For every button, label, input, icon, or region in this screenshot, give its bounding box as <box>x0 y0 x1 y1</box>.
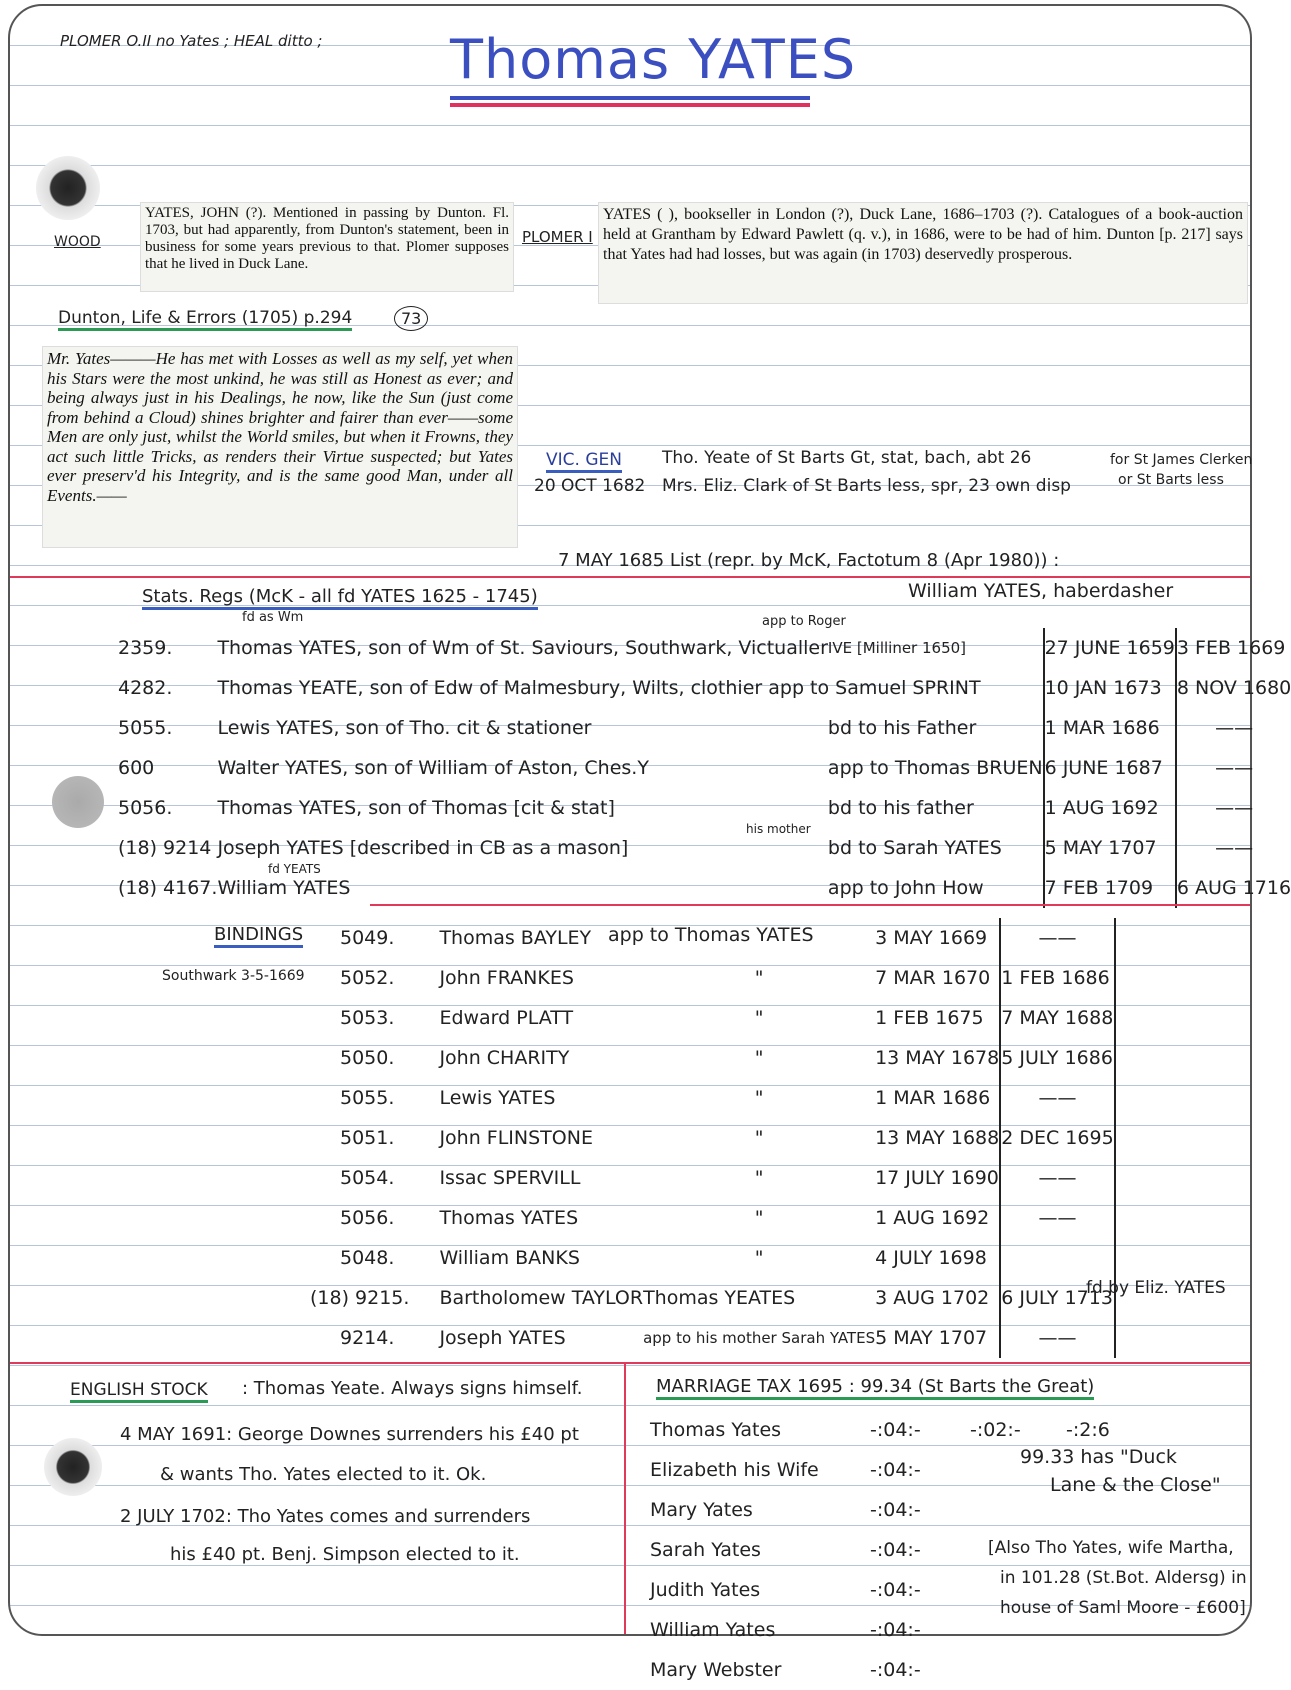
vic-gen-date: 20 OCT 1682 <box>534 476 646 496</box>
table-row: 4282. Thomas YEATE, son of Edw of Malmesbury, Wilts, clothier app to Samuel SPRINT 10 JAN 1673 8 NOV 1680 <box>118 668 1291 708</box>
vic-gen-label: VIC. GEN <box>546 450 622 473</box>
marriage-tax-note-4: in 101.28 (St.Bot. Aldersg) in <box>1000 1568 1247 1588</box>
table-row: Elizabeth his Wife -:04:- <box>650 1459 921 1481</box>
dunton-number: 73 <box>394 306 428 331</box>
marriage-tax-note-2: Lane & the Close" <box>1050 1474 1221 1496</box>
table-row: 2359. Thomas YATES, son of Wm of St. Saviours, Southwark, Victualler IVE [Milliner 1650] 27 JUNE 1659 3 FEB 1669 <box>118 628 1291 668</box>
bindings-master: app to Thomas YATES <box>608 924 814 946</box>
stats-note-his-mother: his mother <box>746 822 811 836</box>
vic-gen-line-1: Tho. Yeate of St Barts Gt, stat, bach, abt 26 <box>662 448 1032 468</box>
title-underline-red <box>450 103 810 107</box>
page-title: Thomas YATES <box>450 28 857 91</box>
stats-note-fd-as-wm: fd as Wm <box>242 610 304 625</box>
stats-regs-heading: Stats. Regs (McK - all fd YATES 1625 - 1745) <box>142 586 538 610</box>
table-row: 5048. William BANKS " 4 JULY 1698 <box>340 1238 1115 1278</box>
punch-hole-middle <box>52 776 104 828</box>
table-row: 5054. Issac SPERVILL " 17 JULY 1690 —— <box>340 1158 1115 1198</box>
bindings-fd-note: fd by Eliz. YATES <box>1086 1278 1226 1298</box>
header-note: PLOMER O.II no Yates ; HEAL ditto ; <box>60 32 323 50</box>
table-row: (18) 9214 Joseph YATES [described in CB as a mason] bd to Sarah YATES 5 MAY 1707 —— <box>118 828 1291 868</box>
bindings-side-note: Southwark 3-5-1669 <box>162 968 305 984</box>
marriage-tax-note-3: [Also Tho Yates, wife Martha, <box>988 1538 1234 1558</box>
table-row: 5056. Thomas YATES, son of Thomas [cit & stat] bd to his father 1 AUG 1692 —— <box>118 788 1291 828</box>
divider-stats <box>10 576 1250 578</box>
english-stock-line-3: 2 JULY 1702: Tho Yates comes and surrenders <box>120 1506 531 1527</box>
table-row: Mary Webster -:04:- <box>650 1659 921 1681</box>
table-row: 600 Walter YATES, son of William of Aston, Ches.Y app to Thomas BRUEN 6 JUNE 1687 —— <box>118 748 1291 788</box>
list-1685-heading: 7 MAY 1685 List (repr. by McK, Factotum 8 (Apr 1980)) : <box>558 550 1060 571</box>
table-row: Sarah Yates -:04:- <box>650 1539 921 1561</box>
note-card <box>8 4 1291 1681</box>
english-stock-line-2: & wants Tho. Yates elected to it. Ok. <box>160 1464 487 1485</box>
marriage-tax-note-1: 99.33 has "Duck <box>1020 1446 1177 1468</box>
stats-note-fd-yeats: fd YEATS <box>268 862 321 876</box>
english-stock-heading: ENGLISH STOCK <box>70 1380 208 1403</box>
plomer-label: PLOMER I <box>522 228 593 246</box>
vic-gen-note-1: for St James Clerken <box>1110 452 1253 468</box>
table-row: Mary Yates -:04:- <box>650 1499 921 1521</box>
english-stock-intro: : Thomas Yeate. Always signs himself. <box>242 1378 583 1399</box>
marriage-tax-note-5: house of Saml Moore - £600] <box>1000 1598 1246 1618</box>
table-row: 5051. John FLINSTONE " 13 MAY 1688 2 DEC 1695 <box>340 1118 1115 1158</box>
stats-note-app-to-roger: app to Roger <box>762 614 846 629</box>
dunton-heading: Dunton, Life & Errors (1705) p.294 <box>58 308 352 331</box>
title-underline-blue <box>450 96 810 100</box>
table-row: (18) 9215. Bartholomew TAYLOR Thomas YEATES 3 AUG 1702 6 JULY 1713 <box>340 1278 1115 1318</box>
bindings-table <box>310 918 1116 1358</box>
wood-label: WOOD <box>54 234 101 250</box>
punch-hole-top <box>36 156 100 220</box>
vic-gen-line-2: Mrs. Eliz. Clark of St Barts less, spr, 23 own disp <box>662 476 1071 496</box>
table-row: Judith Yates -:04:- <box>650 1579 921 1601</box>
bindings-heading: BINDINGS <box>214 924 303 948</box>
marriage-tax-heading: MARRIAGE TAX 1695 : 99.34 (St Barts the Great) <box>656 1376 1094 1400</box>
english-stock-line-4: his £40 pt. Benj. Simpson elected to it. <box>170 1544 520 1565</box>
table-row: 5053. Edward PLATT " 1 FEB 1675 7 MAY 1688 <box>340 998 1115 1038</box>
vic-gen-note-2: or St Barts less <box>1118 472 1224 488</box>
punch-hole-bottom <box>44 1438 102 1496</box>
dunton-clipping: Mr. Yates———He has met with Losses as well as my self, yet when his Stars were the most unkind, he was still as Honest as ever; and being always just in his Dealings, he now, like the Sun (just come from behind a Cloud) shines brighter and fairer than ever——some Men are only just, whilst the World smiles, but when it Frowns, they act such little Tricks, as renders their Virtue suspected; but Yates ever preserv'd his Integrity, and is the same good Man, under all Events.—— <box>42 346 518 548</box>
wood-clipping: YATES, JOHN (?). Mentioned in passing by Dunton. Fl. 1703, but had apparently, from Dunton's statement, been in business for some years previous to that. Plomer supposes that he lived in Duck Lane. <box>140 202 514 292</box>
table-row: 5050. John CHARITY " 13 MAY 1678 5 JULY 1686 <box>340 1038 1115 1078</box>
table-row: 5052. John FRANKES " 7 MAR 1670 1 FEB 1686 <box>340 958 1115 998</box>
divider-bottom-vertical <box>624 1362 626 1634</box>
table-row: (18) 4167. William YATES app to John How 7 FEB 1709 6 AUG 1716 <box>118 868 1291 908</box>
table-row: Thomas Yates -:04:- -:02:- -:2:6 <box>650 1419 1110 1441</box>
divider-bindings <box>370 904 1250 906</box>
english-stock-line-1: 4 MAY 1691: George Downes surrenders his £40 pt <box>120 1424 579 1445</box>
table-row: 5056. Thomas YATES " 1 AUG 1692 —— <box>340 1198 1115 1238</box>
table-row: 5055. Lewis YATES, son of Tho. cit & stationer bd to his Father 1 MAR 1686 —— <box>118 708 1291 748</box>
table-row: 5049. Thomas BAYLEY 3 MAY 1669 —— <box>340 918 1115 958</box>
table-row: 5055. Lewis YATES " 1 MAR 1686 —— <box>340 1078 1115 1118</box>
list-1685-entry: William YATES, haberdasher <box>908 580 1174 602</box>
table-row: William Yates -:04:- <box>650 1619 921 1641</box>
plomer-clipping: YATES ( ), bookseller in London (?), Duck Lane, 1686–1703 (?). Catalogues of a book-auction held at Grantham by Edward Pawlett (q. v.), in 1686, were to be had of him. Dunton [p. 217] says that Yates had had losses, but was again (in 1703) deservedly prosperous. <box>598 202 1248 304</box>
table-row: 9214. Joseph YATES app to his mother Sarah YATES 5 MAY 1707 —— <box>340 1318 1115 1358</box>
divider-bottom <box>10 1362 1250 1364</box>
